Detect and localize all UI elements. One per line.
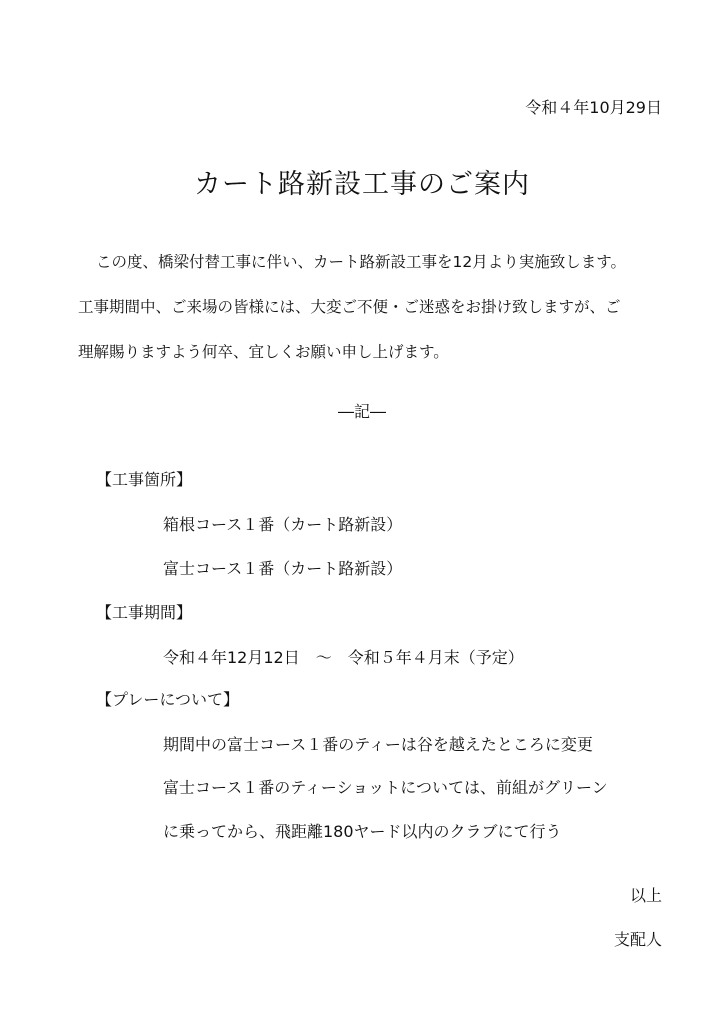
document-title: カート路新設工事のご案内 <box>194 169 530 200</box>
signer: 支配人 <box>613 930 662 949</box>
section-heading-period: 【工事期間】 <box>96 603 193 622</box>
period-item: 令和４年12月12日 ～ 令和５年４月末（予定） <box>163 648 524 667</box>
document-date: 令和４年10月29日 <box>525 98 662 117</box>
closing-text: 以上 <box>629 886 662 905</box>
play-item-3: に乗ってから、飛距離180ヤード以内のクラブにて行う <box>163 822 562 841</box>
location-item-hakone: 箱根コース１番（カート路新設） <box>163 515 403 534</box>
section-heading-play: 【プレーについて】 <box>96 690 240 709</box>
body-paragraph-line-3: 理解賜りますよう何卒、宜しくお願い申し上げます。 <box>78 343 449 361</box>
location-item-fuji: 富士コース１番（カート路新設） <box>163 559 403 578</box>
body-paragraph-line-2: 工事期間中、ご来場の皆様には、大変ご不便・ご迷惑をお掛け致しますが、ご <box>78 298 621 316</box>
section-heading-location: 【工事箇所】 <box>96 470 193 489</box>
ki-separator: ―記― <box>337 402 386 421</box>
body-paragraph-line-1: この度、橋梁付替工事に伴い、カート路新設工事を12月より実施致します。 <box>96 253 626 271</box>
play-item-1: 期間中の富士コース１番のティーは谷を越えたところに変更 <box>163 735 593 754</box>
play-item-2: 富士コース１番のティーショットについては、前組がグリーン <box>163 778 608 797</box>
